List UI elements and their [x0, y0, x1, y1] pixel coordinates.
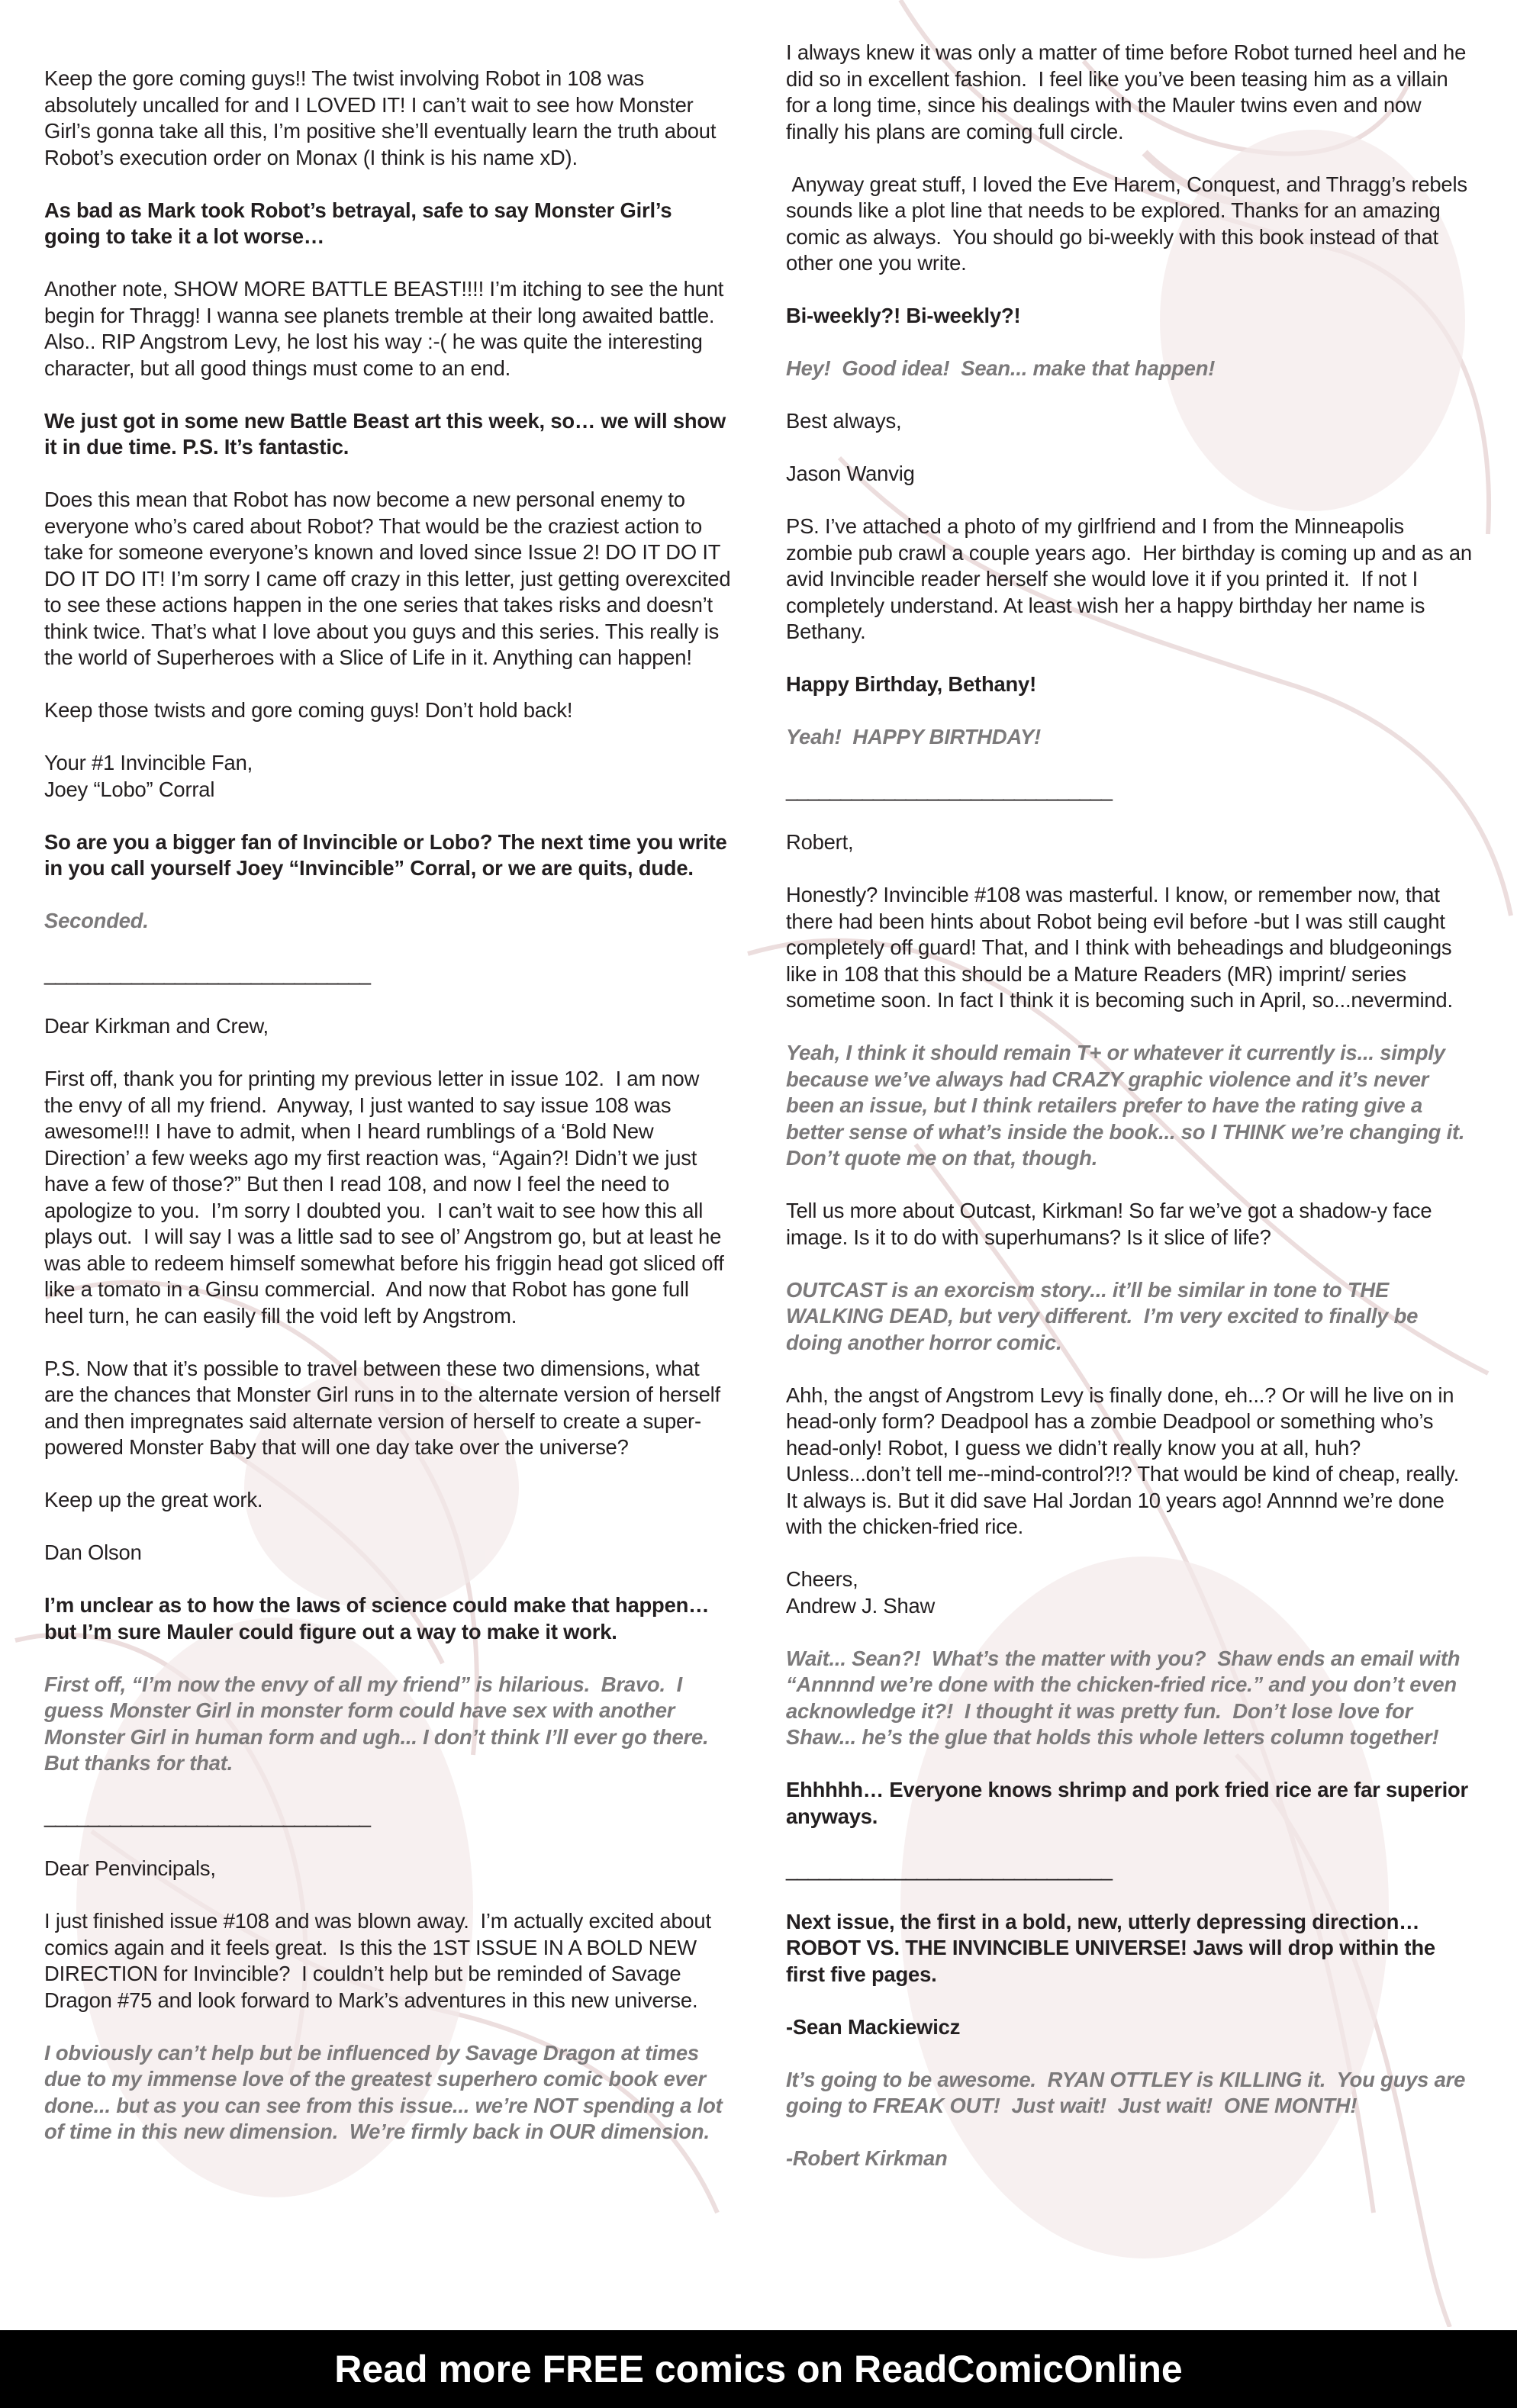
reader-letter-paragraph: Honestly? Invincible #108 was masterful. I know, or remember now, that there had been hints about Robot being evil before -but I was still caught completely off guard! That, and I think with beheadings and bludgeonings like in 108 that this should be a Mature Readers (MR) imprint/ series sometime soon. In fact I think it is becoming such in April, so...nevermind. [786, 883, 1457, 1012]
reader-letter-paragraph: Jason Wanvig [786, 462, 915, 485]
letters-column-left [44, 66, 736, 2171]
reader-letter-paragraph: Anyway great stuff, I loved the Eve Harem, Conquest, and Thragg’s rebels sounds like a plot line that needs to be explored. Thanks for an amazing comic as always. You should go bi-weekly with this book instead of that other one you write. [786, 172, 1474, 275]
reader-letter-paragraph: Keep up the great work. [44, 1488, 263, 1511]
reader-letter-paragraph: PS. I’ve attached a photo of my girlfriend and I from the Minneapolis zombie pub crawl a couple years ago. Her birthday is coming up and as an avid Invincible reader herself she would love it if you printed it. If not I completely understand. At least wish her a happy birthday her name is Bethany. [786, 514, 1478, 643]
editor-reply-paragraph: Happy Birthday, Bethany! [786, 672, 1036, 696]
reader-letter-paragraph: Does this mean that Robot has now become a new personal enemy to everyone who’s cared about Robot? That would be the craziest action to take for someone everyone’s known and loved since Issue 2! DO IT DO IT DO IT DO IT! I’m sorry I came off crazy in this letter, just getting overexcited to see these actions happen in the one series that takes risks and doesn’t think twice. That’s what I love about you guys and this series. This really is the world of Superheroes with a Slice of Life in it. Anything can happen! [44, 488, 736, 669]
editor-reply-paragraph: We just got in some new Battle Beast art this week, so… we will show it in due time. P.S. It’s fantastic. [44, 408, 732, 459]
column-separator: ______________________________ [44, 1804, 371, 1827]
reader-letter-paragraph: I just finished issue #108 and was blown away. I’m actually excited about comics again and it feels great. Is this the 1ST ISSUE IN A BOLD NEW DIRECTION for Invincible? I couldn’t help but be reminded of Savage Dragon #75 and look forward to Mark’s adventures in this new universe. [44, 1909, 717, 2012]
reader-letter-paragraph: Tell us more about Outcast, Kirkman! So far we’ve got a shadow-y face image. Is it to do with superhumans? Is it slice of life? [786, 1199, 1438, 1249]
reader-letter-paragraph: Keep those twists and gore coming guys! Don’t hold back! [44, 698, 573, 722]
column-separator: ______________________________ [44, 961, 371, 985]
editor-reply-paragraph: As bad as Mark took Robot’s betrayal, safe to say Monster Girl’s going to take it a lot worse… [44, 198, 678, 248]
letters-column-right [786, 40, 1478, 2198]
reader-letter-paragraph: Best always, [786, 409, 902, 433]
reader-letter-paragraph: Dear Kirkman and Crew, [44, 1014, 269, 1038]
reader-letter-paragraph: Robert, [786, 830, 854, 854]
editor-reply-paragraph: I’m unclear as to how the laws of science could make that happen… but I’m sure Mauler could figure out a way to make it work. [44, 1593, 715, 1643]
editor-reply-paragraph: Seconded. [44, 909, 149, 932]
editor-reply-paragraph: It’s going to be awesome. RYAN OTTLEY is KILLING it. You guys are going to FREAK OUT! Just wait! Just wait! ONE MONTH! [786, 2067, 1471, 2117]
column-separator: ______________________________ [786, 1856, 1113, 1881]
editor-reply-paragraph: Ehhhhh… Everyone knows shrimp and pork fried rice are far superior anyways. [786, 1778, 1474, 1828]
editor-reply-paragraph: Bi-weekly?! Bi-weekly?! [786, 304, 1021, 327]
editor-reply-paragraph: Yeah, I think it should remain T+ or whatever it currently is... simply because we’ve always had CRAZY graphic violence and it’s never been an issue, but I think retailers prefer to have the rating give a better sense of what’s inside the book... so I THINK we’re changing it. Don’t quote me on that, though. [786, 1041, 1477, 1170]
editor-reply-paragraph: OUTCAST is an exorcism story... it’ll be similar in tone to THE WALKING DEAD, but very different. I’m very excited to finally be doing another horror comic. [786, 1277, 1424, 1354]
footer-banner[interactable] [0, 2330, 1517, 2408]
editor-reply-paragraph: Wait... Sean?! What’s the matter with you? Shaw ends an email with “Annnnd we’re done with the chicken-fried rice.” and you don’t even acknowledge it?! I thought it was pretty fun. Don’t lose love for Shaw... he’s the glue that holds this whole letters column together! [786, 1646, 1466, 1749]
editor-reply-paragraph: I obviously can’t help but be influenced by Savage Dragon at times due to my immense love of the greatest superhero comic book ever done... but as you can see from this issue... we’re NOT spending a lot of time in this new dimension. We’re firmly back in OUR dimension. [44, 2040, 728, 2143]
editor-reply-paragraph: Next issue, the first in a bold, new, utterly depressing direction… ROBOT VS. THE INVINCIBLE UNIVERSE! Jaws will drop within the first five pages. [786, 1909, 1441, 1986]
editor-reply-paragraph: Hey! Good idea! Sean... make that happen! [786, 356, 1216, 380]
reader-letter-paragraph: P.S. Now that it’s possible to travel between these two dimensions, what are the chances that Monster Girl runs in to the alternate version of herself and then impregnates said alternate version of herself to create a super-powered Monster Baby that will one day take over the universe? [44, 1356, 726, 1459]
reader-letter-paragraph: Keep the gore coming guys!! The twist involving Robot in 108 was absolutely uncalled for and I LOVED IT! I can’t wait to see how Monster Girl’s gonna take all this, I’m positive she’ll eventually learn the truth about Robot’s execution order on Monax (I think is his name xD). [44, 66, 722, 169]
column-separator: ______________________________ [786, 777, 1113, 801]
reader-letter-paragraph: I always knew it was only a matter of time before Robot turned heel and he did so in excellent fashion. I feel like you’ve been teasing him as a villain for a long time, since his dealings with the Mauler twins even and now finally his plans are coming full circle. [786, 40, 1472, 143]
reader-letter-paragraph: Cheers, Andrew J. Shaw [786, 1567, 936, 1618]
reader-letter-paragraph: Ahh, the angst of Angstrom Levy is finally done, eh...? Or will he live on in head-only form? Deadpool has a zombie Deadpool or something who’s head-only! Robot, I guess we didn’t really know you at all, huh? Unless...don’t tell me--mind-control?!? That would be kind of cheap, really. It always is. But it did save Hal Jordan 10 years ago! Annnnd we’re done with the chicken-fried rice. [786, 1383, 1465, 1538]
editor-reply-paragraph: -Sean Mackiewicz [786, 2014, 961, 2039]
editor-reply-paragraph: -Robert Kirkman [786, 2146, 948, 2170]
editor-reply-paragraph: Yeah! HAPPY BIRTHDAY! [786, 725, 1041, 748]
reader-letter-paragraph: Your #1 Invincible Fan, Joey “Lobo” Corral [44, 751, 253, 801]
reader-letter-paragraph: Dan Olson [44, 1540, 142, 1564]
footer-link-text[interactable]: Read more FREE comics on ReadComicOnline [334, 2348, 1183, 2390]
editor-reply-paragraph: First off, “I’m now the envy of all my friend” is hilarious. Bravo. I guess Monster Girl in monster form could have sex with another Monster Girl in human form and ugh... I don’t think I’ll ever go there. But thanks for that. [44, 1672, 720, 1775]
reader-letter-paragraph: Dear Penvincipals, [44, 1856, 216, 1880]
editor-reply-paragraph: So are you a bigger fan of Invincible or Lobo? The next time you write in you call yourself Joey “Invincible” Corral, or we are quits, dude. [44, 829, 733, 880]
reader-letter-paragraph: Another note, SHOW MORE BATTLE BEAST!!!! I’m itching to see the hunt begin for Thragg! I wanna see planets tremble at their long awaited battle. Also.. RIP Angstrom Levy, he lost his way :-( he was quite the interesting character, but all good things must come to an end. [44, 277, 730, 380]
reader-letter-paragraph: First off, thank you for printing my previous letter in issue 102. I am now the envy of all my friend. Anyway, I just wanted to say issue 108 was awesome!!! I have to admit, when I heard rumblings of a ‘Bold New Direction’ a few weeks ago my first reaction was, “Again?! Didn’t we just have a few of those?” But then I read 108, and now I feel the need to apologize to you. I’m sorry I doubted you. I can’t wait to see how this all plays out. I will say I was a little sad to see ol’ Angstrom go, but at least he was able to redeem himself somewhat before his friggin head got sliced off like a tomato in a Ginsu commercial. And now that Robot has gone full heel turn, he can easily fill the void left by Angstrom. [44, 1067, 730, 1328]
